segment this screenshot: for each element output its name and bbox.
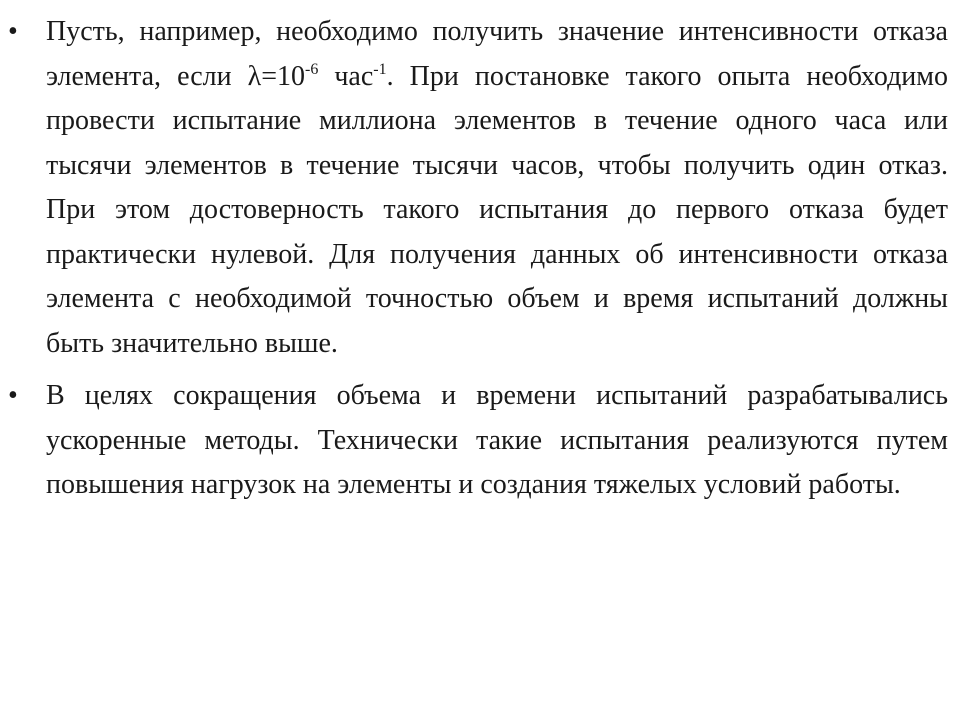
bullet-1-body: . При постановке такого опыта необходимо провести испытание миллиона элементов в течение одного часа или тысячи элементов в течение тысячи часов, чтобы получить один отказ. При этом достоверность такого испытания до первого отказа будет практически нулевой. Для получения данных об интенсивности отказа элемента с необходимой точностью объем и время испытаний должны быть значительно выше. <box>46 60 949 359</box>
lambda-value: =10 <box>261 60 305 92</box>
bullet-text-1 <box>46 10 948 366</box>
bullet-list <box>0 10 960 516</box>
bullet-1-intro: Пусть, например, необходимо получить значение интенсивности отказа элемента, если <box>46 16 948 92</box>
bullet-item-2 <box>0 374 960 508</box>
bullet-marker-icon: • <box>8 380 18 411</box>
bullet-item-1 <box>0 10 960 366</box>
bullet-text-2: В целях сокращения объема и времени испытаний разрабатывались ускоренные методы. Технически такие испытания реализуются путем повышения нагрузок на элементы и создания тяжелых условий работы. <box>46 380 948 500</box>
exponent-value: -6 <box>304 60 319 78</box>
bullet-marker-icon: • <box>8 16 18 47</box>
unit-label: час <box>318 60 374 92</box>
lambda-symbol: λ <box>247 60 262 92</box>
unit-exponent: -1 <box>373 60 387 78</box>
